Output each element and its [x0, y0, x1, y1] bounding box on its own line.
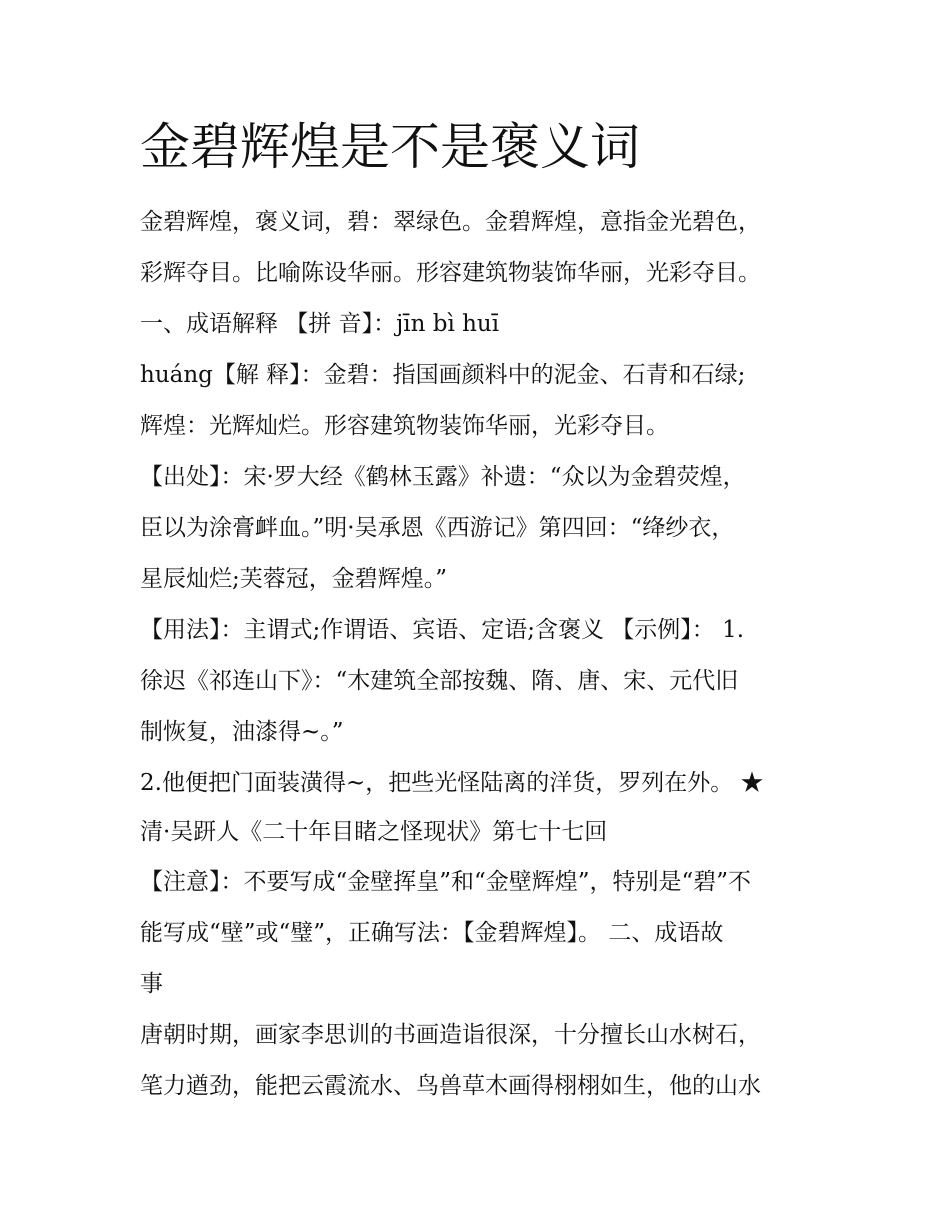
paragraph-line-3: 一、成语解释 【拼 音】：jīn bì huī: [140, 311, 500, 337]
paragraph-line-16: 事: [140, 971, 163, 997]
paragraph-line-12: 2.他便把门面装潢得~，把些光怪陆离的洋货，罗列在外。 ★: [140, 770, 764, 796]
paragraph-line-8: 星辰灿烂;芙蓉冠，金碧辉煌。”: [140, 566, 448, 592]
paragraph-line-7: 臣以为涂膏衅血。”明·吴承恩《西游记》第四回：“绛纱衣，: [140, 515, 735, 541]
paragraph-line-10: 徐迟《祁连山下》：“木建筑全部按魏、隋、唐、宋、元代旧: [140, 668, 739, 694]
paragraph-line-14: 【注意】：不要写成“金壁挥皇”和“金壁辉煌”，特别是“碧”不: [140, 869, 752, 895]
paragraph-line-1: 金碧辉煌，褒义词，碧：翠绿色。金碧辉煌，意指金光碧色，: [140, 209, 761, 235]
paragraph-line-18: 笔力遒劲，能把云霞流水、鸟兽草木画得栩栩如生，他的山水: [140, 1073, 761, 1099]
paragraph-line-9: 【用法】：主谓式;作谓语、宾语、定语;含褒义 【示例】： 1.: [140, 617, 745, 643]
paragraph-line-4: huáng【解 释】：金碧：指国画颜料中的泥金、石青和石绿;: [140, 362, 746, 388]
paragraph-line-13: 清·吴趼人《二十年目睹之怪现状》第七十七回: [140, 819, 608, 845]
paragraph-line-5: 辉煌：光辉灿烂。形容建筑物装饰华丽，光彩夺目。: [140, 413, 669, 439]
document-title: 金碧辉煌是不是褒义词: [140, 118, 640, 176]
paragraph-line-17: 唐朝时期，画家李思训的书画造诣很深，十分擅长山水树石，: [140, 1022, 761, 1048]
paragraph-line-6: 【出处】：宋·罗大经《鹤林玉露》补遗：“众以为金碧荧煌，: [140, 464, 746, 490]
paragraph-line-15: 能写成“壁”或“璧”，正确写法：【金碧辉煌】。 二、成语故: [140, 920, 724, 946]
paragraph-line-11: 制恢复，油漆得~。”: [140, 719, 344, 745]
paragraph-line-2: 彩辉夺目。比喻陈设华丽。形容建筑物装饰华丽，光彩夺目。: [140, 260, 761, 286]
